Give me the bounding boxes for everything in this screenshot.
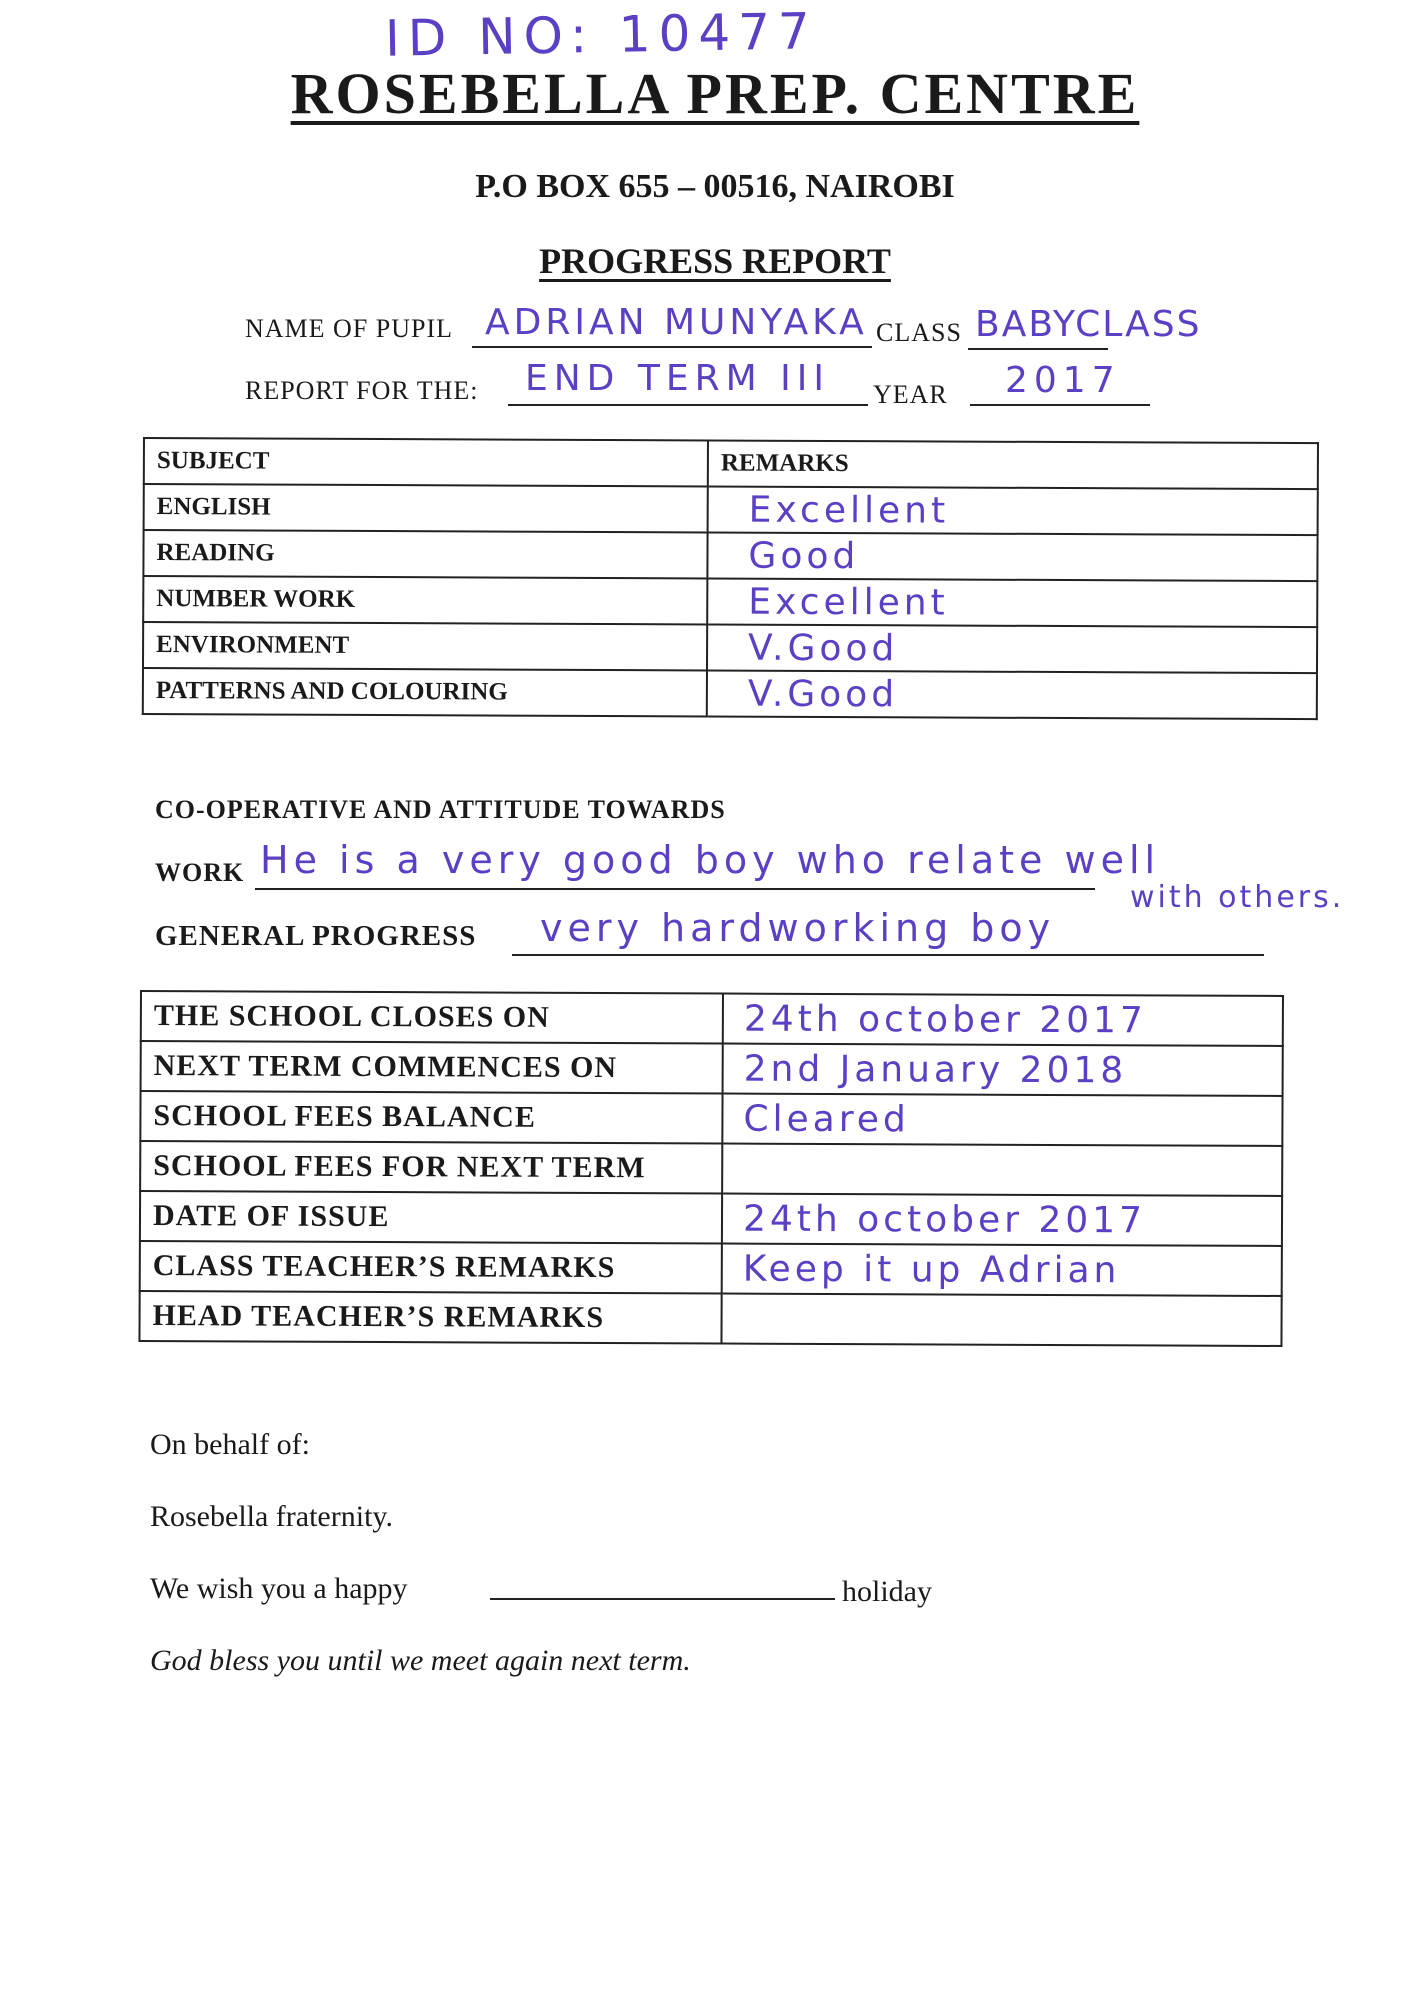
remark-cell: [708, 486, 1318, 535]
work-value-continued: with others.: [1130, 880, 1345, 915]
table-row: [139, 1291, 1281, 1346]
remark-handwriting: Excellent: [748, 489, 950, 532]
report-title: PROGRESS REPORT: [539, 241, 891, 281]
remark-cell: [707, 532, 1317, 581]
school-dates-table: [138, 990, 1284, 1347]
table-row: [143, 622, 1317, 673]
pupil-name-label: NAME OF PUPIL: [245, 314, 454, 343]
table-row: [140, 1191, 1282, 1246]
table-row: [144, 484, 1318, 535]
table-row: [140, 1141, 1282, 1196]
table-row: [143, 576, 1317, 627]
remark-handwriting: Good: [748, 535, 860, 577]
table-row: [141, 991, 1283, 1046]
id-number: ID NO: 10477: [384, 2, 819, 68]
table-header-row: [144, 438, 1318, 489]
school-name: ROSEBELLA PREP. CENTRE: [290, 61, 1140, 126]
subject-cell: READING: [143, 530, 707, 578]
remark-handwriting: V.Good: [747, 627, 899, 669]
holiday-blank-line: [490, 1598, 835, 1600]
dates-label-cell: NEXT TERM COMMENCES ON: [141, 1041, 723, 1094]
work-value: He is a very good boy who relate well: [260, 838, 1161, 882]
header-remarks: REMARKS: [708, 440, 1318, 489]
work-line: [255, 888, 1095, 890]
value-handwriting: 2nd January 2018: [743, 1048, 1128, 1091]
dates-label-cell: SCHOOL FEES BALANCE: [140, 1091, 722, 1144]
value-handwriting: Keep it up Adrian: [742, 1248, 1121, 1291]
subject-cell: NUMBER WORK: [143, 576, 707, 624]
dates-value-cell: [721, 1294, 1281, 1346]
remark-handwriting: Excellent: [748, 581, 949, 624]
subject-cell: PATTERNS AND COLOURING: [143, 668, 707, 716]
class-line: [968, 348, 1108, 350]
table-row: [140, 1241, 1282, 1296]
closing-blessing: God bless you until we meet again next term.: [150, 1644, 691, 1677]
dates-value-cell: [722, 1144, 1282, 1196]
table-row: [140, 1091, 1282, 1146]
report-for-value: END TERM III: [525, 358, 830, 399]
closing-wish-end: holiday: [842, 1575, 932, 1608]
report-for-label: REPORT FOR THE:: [245, 376, 479, 405]
dates-value-cell: [723, 994, 1283, 1046]
header-subject: SUBJECT: [144, 438, 708, 486]
dates-label-cell: CLASS TEACHER’S REMARKS: [140, 1241, 722, 1294]
general-progress-label: GENERAL PROGRESS: [155, 920, 477, 952]
remark-handwriting: V.Good: [747, 673, 899, 715]
dates-value-cell: [722, 1244, 1282, 1296]
dates-label-cell: THE SCHOOL CLOSES ON: [141, 991, 723, 1044]
year-line: [970, 404, 1150, 406]
report-for-line: [508, 404, 868, 406]
value-handwriting: Cleared: [743, 1098, 910, 1140]
attitude-heading: CO-OPERATIVE AND ATTITUDE TOWARDS: [155, 795, 726, 824]
remark-cell: [707, 624, 1317, 673]
dates-value-cell: [723, 1044, 1283, 1096]
pupil-name-line: [472, 346, 872, 348]
table-row: [143, 530, 1317, 581]
class-value: BABYCLASS: [975, 304, 1202, 345]
pupil-name-value: ADRIAN MUNYAKA: [485, 302, 868, 343]
class-label: CLASS: [876, 318, 962, 347]
dates-value-cell: [722, 1094, 1282, 1146]
table-row: [143, 668, 1317, 719]
value-handwriting: 24th october 2017: [742, 1198, 1147, 1241]
dates-label-cell: DATE OF ISSUE: [140, 1191, 722, 1244]
subject-cell: ENGLISH: [144, 484, 708, 532]
general-progress-value: very hardworking boy: [540, 906, 1056, 950]
subject-cell: ENVIRONMENT: [143, 622, 707, 670]
work-label: WORK: [155, 858, 245, 887]
school-address: P.O BOX 655 – 00516, NAIROBI: [475, 168, 955, 205]
remark-cell: [707, 670, 1317, 719]
closing-fraternity: Rosebella fraternity.: [150, 1500, 393, 1533]
subjects-table: [142, 437, 1319, 720]
dates-value-cell: [722, 1194, 1282, 1246]
remark-cell: [707, 578, 1317, 627]
general-progress-line: [512, 954, 1264, 956]
closing-on-behalf: On behalf of:: [150, 1428, 310, 1461]
value-handwriting: 24th october 2017: [743, 998, 1147, 1041]
year-value: 2017: [1005, 360, 1121, 401]
dates-label-cell: SCHOOL FEES FOR NEXT TERM: [140, 1141, 722, 1194]
year-label: YEAR: [873, 380, 948, 409]
table-row: [141, 1041, 1283, 1096]
dates-label-cell: HEAD TEACHER’S REMARKS: [139, 1291, 721, 1344]
closing-wish-start: We wish you a happy: [150, 1572, 408, 1605]
